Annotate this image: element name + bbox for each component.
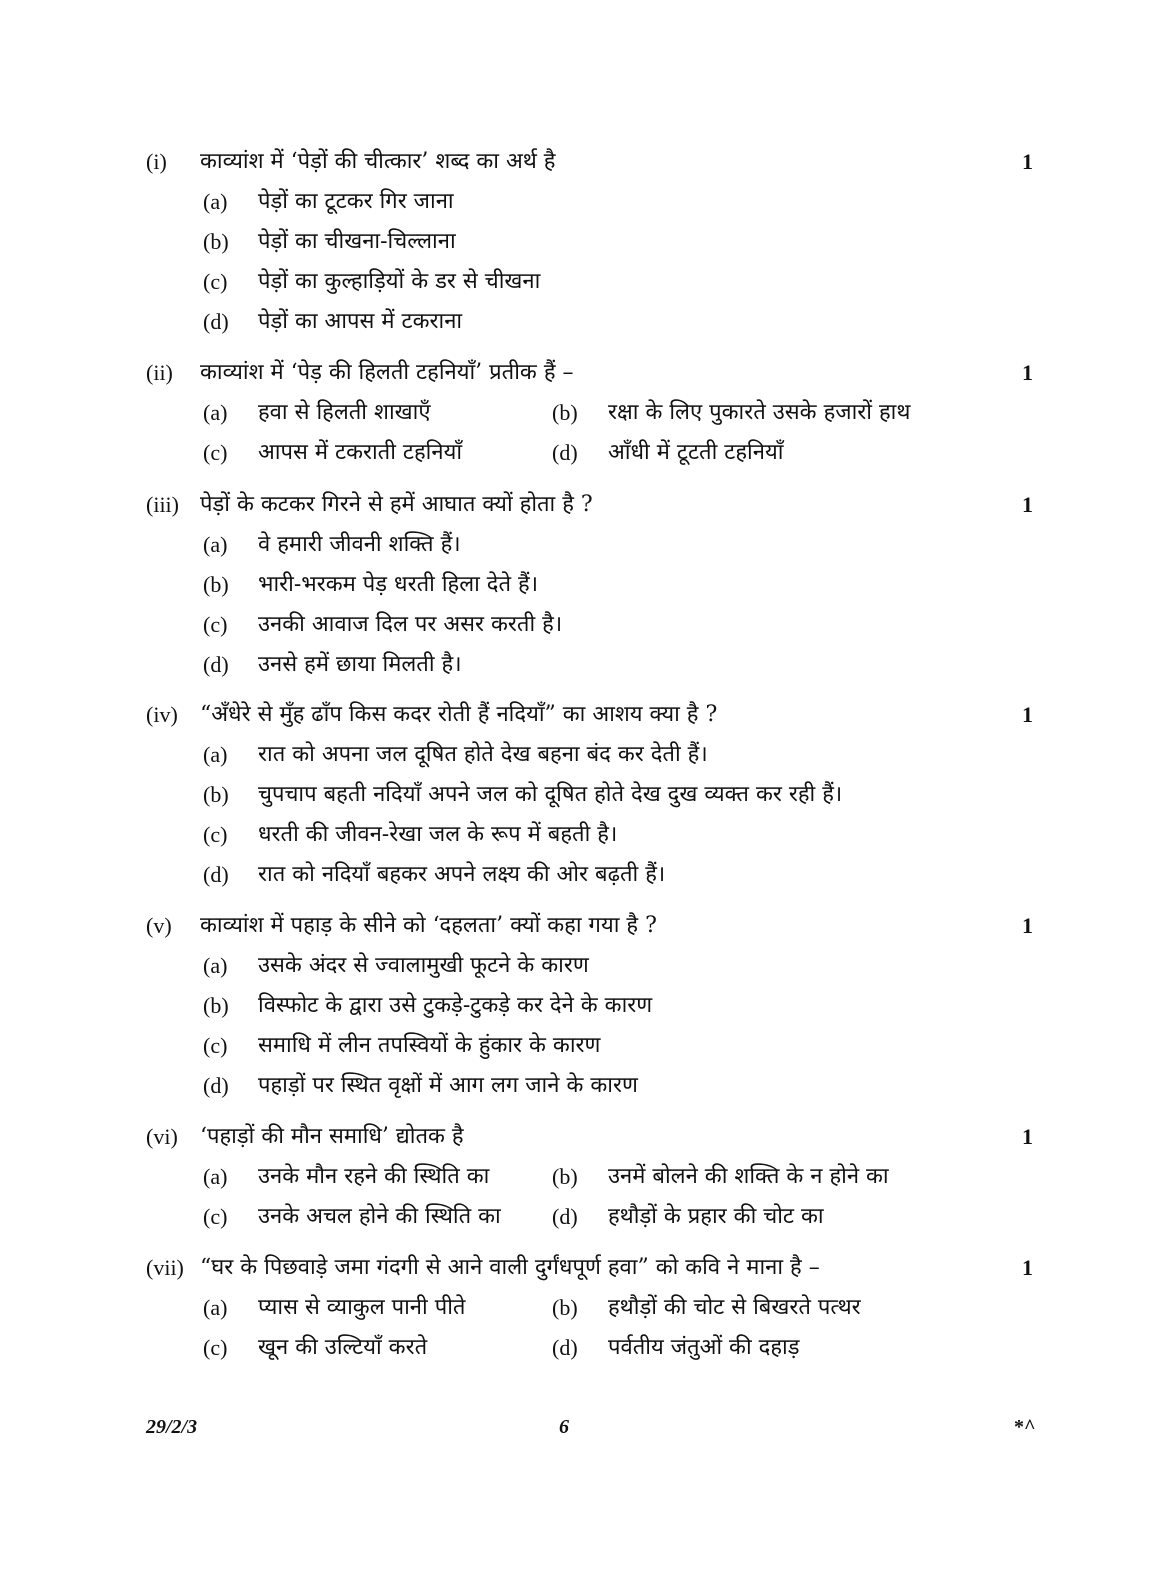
- option-row: [0, 302, 1152, 342]
- question-marks: 1: [1022, 702, 1033, 727]
- option-text: भारी-भरकम पेड़ धरती हिला देते हैं।: [258, 572, 539, 597]
- option-row: [0, 1026, 1152, 1066]
- option-row: [0, 1288, 1152, 1328]
- option-text: उनकी आवाज दिल पर असर करती है।: [258, 612, 563, 637]
- question-number: (v): [146, 913, 172, 938]
- option-text: रक्षा के लिए पुकारते उसके हजारों हाथ: [608, 400, 911, 425]
- option-row: [0, 1328, 1152, 1368]
- option-text: उनसे हमें छाया मिलती है।: [258, 652, 462, 677]
- option-row: [0, 1066, 1152, 1106]
- question-text: पेड़ों के कटकर गिरने से हमें आघात क्यों होता है ?: [200, 492, 593, 517]
- option-letter: (c): [203, 1335, 228, 1360]
- question-5: [0, 906, 1152, 1106]
- option-text: रात को अपना जल दूषित होते देख बहना बंद कर देती हैं।: [258, 742, 708, 767]
- option-row: [0, 645, 1152, 685]
- paper-code: 29/2/3: [146, 1416, 198, 1438]
- option-row: [0, 986, 1152, 1026]
- option-text: समाधि में लीन तपस्वियों के हुंकार के कारण: [258, 1033, 601, 1058]
- option-letter: (b): [203, 229, 229, 254]
- option-letter: (b): [203, 572, 229, 597]
- question-number: (i): [146, 149, 167, 174]
- question-number: (vii): [146, 1255, 184, 1280]
- option-row: [0, 775, 1152, 815]
- option-text: विस्फोट के द्वारा उसे टुकड़े-टुकड़े कर देने के कारण: [258, 993, 653, 1018]
- question-marks: 1: [1022, 913, 1033, 938]
- option-row: [0, 605, 1152, 645]
- option-text: उसके अंदर से ज्वालामुखी फूटने के कारण: [258, 953, 589, 978]
- option-row: [0, 735, 1152, 775]
- question-header: [0, 906, 1152, 946]
- page-number: 6: [559, 1416, 569, 1438]
- option-letter: (a): [203, 953, 228, 978]
- question-6: [0, 1117, 1152, 1237]
- option-letter: (a): [203, 742, 228, 767]
- question-7: [0, 1248, 1152, 1368]
- question-marks: 1: [1022, 149, 1033, 174]
- option-text: आँधी में टूटती टहनियाँ: [608, 440, 784, 465]
- option-row: [0, 393, 1152, 433]
- option-text: हथौड़ों के प्रहार की चोट का: [608, 1204, 824, 1229]
- option-letter: (c): [203, 822, 228, 847]
- option-letter: (b): [552, 400, 578, 425]
- question-4: [0, 695, 1152, 895]
- option-letter: (d): [203, 309, 229, 334]
- option-text: पहाड़ों पर स्थित वृक्षों में आग लग जाने के कारण: [258, 1073, 638, 1098]
- question-2: [0, 353, 1152, 473]
- page-footer: [0, 1412, 1152, 1442]
- option-text: पेड़ों का कुल्हाड़ियों के डर से चीखना: [258, 269, 541, 294]
- option-row: [0, 182, 1152, 222]
- option-letter: (c): [203, 269, 228, 294]
- option-letter: (a): [203, 1295, 228, 1320]
- option-text: हथौड़ों की चोट से बिखरते पत्थर: [608, 1295, 861, 1320]
- question-marks: 1: [1022, 492, 1033, 517]
- option-letter: (b): [203, 993, 229, 1018]
- option-text: रात को नदियाँ बहकर अपने लक्ष्य की ओर बढ़ती हैं।: [258, 862, 666, 887]
- option-letter: (d): [203, 652, 229, 677]
- option-letter: (d): [203, 1073, 229, 1098]
- option-letter: (d): [203, 862, 229, 887]
- option-row: [0, 855, 1152, 895]
- option-text: चुपचाप बहती नदियाँ अपने जल को दूषित होते देख दुख व्यक्त कर रही हैं।: [258, 782, 843, 807]
- option-row: [0, 946, 1152, 986]
- option-text: उनके अचल होने की स्थिति का: [258, 1204, 501, 1229]
- question-text: काव्यांश में ‘पेड़ की हिलती टहनियाँ’ प्रतीक हैं –: [200, 360, 574, 385]
- option-row: [0, 1197, 1152, 1237]
- option-text: धरती की जीवन-रेखा जल के रूप में बहती है।: [258, 822, 618, 847]
- option-letter: (c): [203, 440, 228, 465]
- option-text: खून की उल्टियाँ करते: [258, 1335, 428, 1360]
- question-3: [0, 485, 1152, 685]
- option-letter: (a): [203, 532, 228, 557]
- question-header: [0, 353, 1152, 393]
- question-number: (vi): [146, 1124, 178, 1149]
- option-letter: (a): [203, 189, 228, 214]
- option-text: प्यास से व्याकुल पानी पीते: [258, 1295, 466, 1320]
- option-letter: (b): [552, 1295, 578, 1320]
- question-number: (iv): [146, 702, 178, 727]
- option-text: उनके मौन रहने की स्थिति का: [258, 1164, 490, 1189]
- option-row: [0, 815, 1152, 855]
- question-marks: 1: [1022, 1124, 1033, 1149]
- question-1: [0, 142, 1152, 342]
- option-text: हवा से हिलती शाखाएँ: [258, 400, 431, 425]
- question-text: ‘पहाड़ों की मौन समाधि’ द्योतक है: [200, 1124, 464, 1149]
- option-row: [0, 222, 1152, 262]
- option-letter: (a): [203, 400, 228, 425]
- question-header: [0, 142, 1152, 182]
- option-row: [0, 1157, 1152, 1197]
- option-row: [0, 433, 1152, 473]
- option-letter: (c): [203, 1204, 228, 1229]
- question-header: [0, 1248, 1152, 1288]
- option-text: पेड़ों का टूटकर गिर जाना: [258, 189, 454, 214]
- option-letter: (c): [203, 1033, 228, 1058]
- question-marks: 1: [1022, 1255, 1033, 1280]
- option-letter: (c): [203, 612, 228, 637]
- option-letter: (d): [552, 440, 578, 465]
- option-letter: (b): [203, 782, 229, 807]
- option-letter: (b): [552, 1164, 578, 1189]
- option-row: [0, 262, 1152, 302]
- option-text: पर्वतीय जंतुओं की दहाड़: [608, 1335, 800, 1360]
- question-header: [0, 1117, 1152, 1157]
- option-text: वे हमारी जीवनी शक्ति हैं।: [258, 532, 461, 557]
- option-row: [0, 525, 1152, 565]
- question-marks: 1: [1022, 360, 1033, 385]
- option-text: पेड़ों का चीखना-चिल्लाना: [258, 229, 456, 254]
- option-letter: (d): [552, 1204, 578, 1229]
- question-number: (ii): [146, 360, 173, 385]
- option-text: आपस में टकराती टहनियाँ: [258, 440, 463, 465]
- question-text: “अँधेरे से मुँह ढाँप किस कदर रोती हैं नदियाँ” का आशय क्या है ?: [200, 702, 718, 727]
- option-letter: (a): [203, 1164, 228, 1189]
- option-text: उनमें बोलने की शक्ति के न होने का: [608, 1164, 889, 1189]
- option-text: पेड़ों का आपस में टकराना: [258, 309, 463, 334]
- footer-mark: *^: [1014, 1416, 1036, 1438]
- question-number: (iii): [146, 492, 179, 517]
- option-row: [0, 565, 1152, 605]
- option-letter: (d): [552, 1335, 578, 1360]
- question-header: [0, 695, 1152, 735]
- question-header: [0, 485, 1152, 525]
- question-text: काव्यांश में ‘पेड़ों की चीत्कार’ शब्द का अर्थ है: [200, 149, 556, 174]
- question-text: काव्यांश में पहाड़ के सीने को ‘दहलता’ क्यों कहा गया है ?: [200, 913, 657, 938]
- question-text: “घर के पिछवाड़े जमा गंदगी से आने वाली दुर्गंधपूर्ण हवा” को कवि ने माना है –: [200, 1255, 820, 1280]
